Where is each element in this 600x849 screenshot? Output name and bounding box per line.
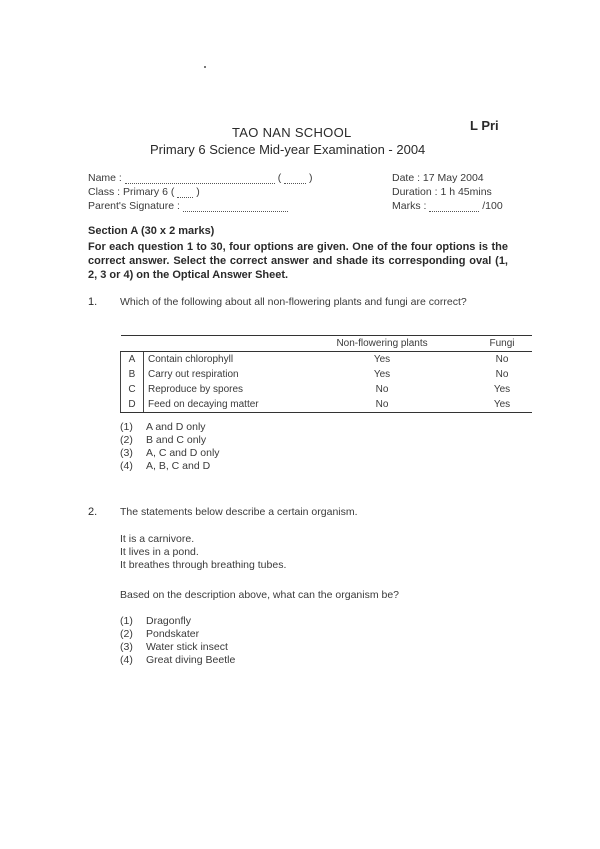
name-paren-open: ( (277, 172, 282, 184)
marks-row (392, 200, 503, 212)
q1-option (120, 434, 220, 447)
q2-option (120, 628, 235, 641)
q1-table-header (121, 336, 533, 352)
q1-option (120, 460, 220, 473)
q2-option (120, 641, 235, 654)
date-text: Date : 17 May 2004 (392, 172, 484, 184)
q1-options (120, 421, 220, 473)
q2-option-text: Great diving Beetle (146, 654, 236, 666)
q1-table-row (121, 397, 533, 413)
q1-row-text: Contain chlorophyll (148, 354, 234, 365)
q1-row-text: Reproduce by spores (148, 384, 244, 395)
q2-fact: It lives in a pond. (120, 546, 199, 558)
q1-header-blank-1 (121, 336, 144, 352)
q1-option-number: (1) (120, 421, 133, 433)
q1-option-number: (2) (120, 434, 133, 446)
school-name: TAO NAN SCHOOL (232, 125, 352, 140)
q1-row-plants: No (292, 397, 472, 413)
q1-number: 1. (88, 296, 98, 308)
q2-option-number: (2) (120, 628, 133, 640)
q2-facts (120, 533, 286, 572)
register-blank (284, 183, 306, 184)
marks-total: /100 (482, 200, 503, 212)
q2-option (120, 654, 235, 667)
q1-header-blank-2 (144, 336, 293, 352)
marks-blank (429, 211, 479, 212)
q2-option-number: (3) (120, 641, 133, 653)
section-title: Section A (30 x 2 marks) (88, 225, 215, 237)
q2-text: The statements below describe a certain organism. (120, 506, 358, 518)
q2-option-number: (4) (120, 654, 133, 666)
section-instructions: For each question 1 to 30, four options are given. One of the four options is the correct answer. Select the correct answer and shade its corresponding oval (1, 2, 3 or 4) on the Optical Answer Sheet. (88, 241, 508, 281)
name-blank (125, 183, 275, 184)
q2-option (120, 615, 235, 628)
q1-row-fungi: No (495, 354, 509, 365)
name-label: Name : (88, 172, 122, 184)
scan-speck (204, 66, 206, 68)
q2-option-text: Dragonfly (146, 615, 191, 627)
corner-mark: L Pri (470, 118, 499, 133)
q2-fact: It is a carnivore. (120, 533, 195, 545)
parent-label: Parent's Signature : (88, 200, 180, 212)
marks-label: Marks : (392, 200, 427, 212)
q2-option-text: Pondskater (146, 628, 200, 640)
q1-text: Which of the following about all non-flowering plants and fungi are correct? (120, 296, 467, 308)
q1-option-text: A and D only (146, 421, 206, 433)
q1-option (120, 447, 220, 460)
q1-option-text: A, C and D only (146, 447, 220, 459)
q2-option-number: (1) (120, 615, 133, 627)
name-paren-close: ) (309, 172, 313, 184)
name-row (88, 172, 313, 184)
exam-title: Primary 6 Science Mid-year Examination - 2004 (150, 142, 426, 157)
q1-row-label: D (121, 397, 144, 413)
duration-text: Duration : 1 h 45mins (392, 186, 492, 198)
q1-option-number: (3) (120, 447, 133, 459)
q1-table-row (121, 382, 533, 397)
q1-option-number: (4) (120, 460, 133, 472)
q2-fact: It breathes through breathing tubes. (120, 559, 287, 571)
q1-table-row (121, 352, 533, 368)
q1-header-fungi: Fungi (472, 336, 532, 352)
q1-row-label: B (121, 367, 144, 382)
q2-question: Based on the description above, what can the organism be? (120, 589, 400, 601)
q1-row-text: Feed on decaying matter (144, 397, 293, 413)
q2-options (120, 615, 235, 667)
q1-option (120, 421, 220, 434)
parent-row (88, 200, 288, 212)
q1-header-plants: Non-flowering plants (292, 336, 472, 352)
class-close: ) (196, 186, 200, 198)
q1-row-plants: No (375, 384, 389, 395)
q1-table (120, 335, 532, 413)
q1-row-plants: Yes (373, 369, 391, 380)
q1-row-fungi: No (495, 369, 509, 380)
q2-option-text: Water stick insect (146, 641, 228, 653)
q2-number: 2. (88, 506, 98, 518)
q1-option-text: A, B, C and D (146, 460, 211, 472)
class-row (88, 186, 200, 198)
class-blank (177, 197, 193, 198)
q1-row-plants: Yes (373, 354, 391, 365)
q1-row-label: A (121, 352, 144, 368)
q1-row-text: Carry out respiration (148, 369, 239, 380)
q1-row-label: C (121, 382, 144, 397)
q1-table-row (121, 367, 533, 382)
q1-row-fungi: Yes (493, 384, 511, 395)
q1-row-fungi: Yes (472, 397, 532, 413)
q1-option-text: B and C only (146, 434, 207, 446)
signature-blank (183, 211, 288, 212)
class-label: Class : Primary 6 ( (88, 186, 175, 198)
